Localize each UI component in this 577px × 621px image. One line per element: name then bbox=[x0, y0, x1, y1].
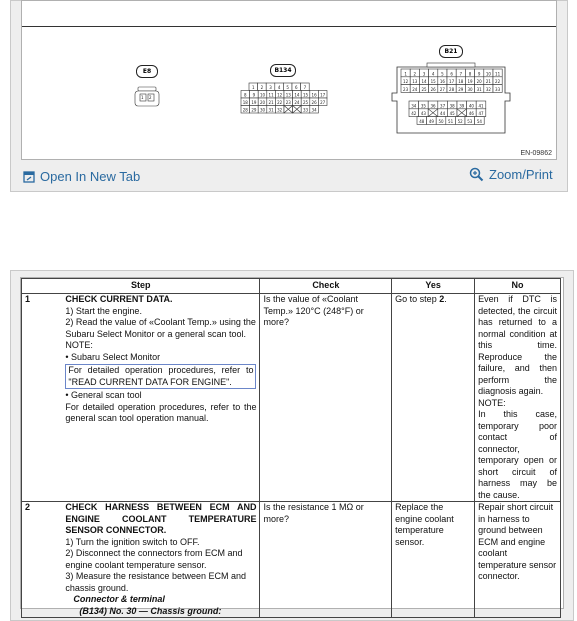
pin-b21-6: 6 bbox=[450, 71, 453, 77]
figure-panel bbox=[10, 0, 568, 192]
step-number: 2 bbox=[22, 502, 63, 618]
step-line: • General scan tool bbox=[65, 390, 142, 400]
step-line: 1) Start the engine. bbox=[65, 305, 142, 316]
check-cell: Is the value of «Coolant Temp.» 120°C (248°F) or more? bbox=[260, 294, 392, 502]
zoom-print-label[interactable]: Zoom/Print bbox=[489, 167, 553, 182]
pin-b134-2: 2 bbox=[260, 85, 264, 90]
pin-b21-36: 36 bbox=[430, 103, 436, 109]
pin-b21-48: 48 bbox=[419, 118, 425, 124]
pin-b134-17: 17 bbox=[320, 92, 326, 98]
pin-b21-50: 50 bbox=[438, 118, 444, 124]
header-yes: Yes bbox=[392, 279, 475, 294]
pin-b134-15: 15 bbox=[302, 92, 309, 98]
pin-e8-1: 1 bbox=[141, 95, 144, 100]
step-line: For detailed operation procedures, refer to the general scan tool operation manual. bbox=[65, 401, 257, 423]
yes-text-end: . bbox=[444, 294, 447, 304]
pin-b134-7: 7 bbox=[303, 85, 307, 90]
figure-code: EN-09862 bbox=[520, 150, 552, 157]
pin-b21-20: 20 bbox=[476, 79, 482, 85]
step-line: 2) Disconnect the connectors from ECM and engine coolant temperature sensor. bbox=[65, 548, 243, 570]
step-title: CHECK CURRENT DATA. bbox=[65, 294, 173, 304]
pin-b21-54: 54 bbox=[476, 118, 482, 124]
pin-b21-33: 33 bbox=[495, 86, 501, 92]
external-tab-icon bbox=[23, 171, 35, 183]
table-row bbox=[22, 502, 561, 618]
pin-b21-8: 8 bbox=[468, 71, 472, 77]
pin-b134-14: 14 bbox=[294, 92, 300, 98]
pin-b21-22: 22 bbox=[495, 79, 501, 85]
pin-b21-1: 1 bbox=[404, 71, 407, 77]
pin-b21-17: 17 bbox=[449, 79, 455, 85]
table-row bbox=[22, 294, 561, 502]
pin-b21-10: 10 bbox=[485, 71, 491, 77]
no-cell: Repair short circuit in harness to ground between ECM and engine coolant temperature sensor connector. bbox=[475, 502, 561, 618]
figure-divider bbox=[22, 26, 556, 27]
pin-b21-51: 51 bbox=[448, 118, 454, 124]
connector-terminal-label: Connector & terminal bbox=[73, 594, 165, 604]
pin-b21-35: 35 bbox=[420, 103, 426, 109]
pin-b21-14: 14 bbox=[421, 79, 427, 85]
zoom-print-link[interactable] bbox=[469, 167, 553, 182]
table-panel bbox=[10, 270, 574, 621]
pin-b21-12: 12 bbox=[403, 79, 409, 85]
pin-b21-3: 3 bbox=[422, 71, 426, 77]
pin-b21-21: 21 bbox=[485, 79, 491, 85]
pin-b21-24: 24 bbox=[412, 86, 418, 92]
pin-b134-32: 32 bbox=[277, 107, 283, 113]
pin-b21-4: 4 bbox=[431, 71, 435, 77]
step-number: 1 bbox=[22, 294, 63, 502]
pin-b134-19: 19 bbox=[251, 100, 257, 105]
pin-b134-20: 20 bbox=[259, 100, 266, 105]
header-step: Step bbox=[22, 279, 260, 294]
diagnostic-table-frame bbox=[20, 277, 564, 616]
header-check: Check bbox=[260, 279, 392, 294]
pin-b21-19: 19 bbox=[467, 79, 473, 85]
connector-figure bbox=[21, 0, 557, 160]
connector-e8-pins bbox=[140, 94, 156, 102]
pin-b134-5: 5 bbox=[286, 85, 289, 90]
pin-b21-47: 47 bbox=[478, 111, 484, 117]
pin-b21-49: 49 bbox=[428, 118, 434, 124]
pin-b21-23: 23 bbox=[403, 86, 409, 92]
pin-b21-27: 27 bbox=[439, 86, 445, 92]
pin-b21-13: 13 bbox=[412, 79, 418, 85]
pin-b134-8: 8 bbox=[244, 92, 247, 98]
pin-b21-40: 40 bbox=[468, 103, 474, 109]
pin-b21-5: 5 bbox=[441, 71, 444, 77]
step-line: • Subaru Select Monitor bbox=[65, 351, 161, 362]
pin-b21-38: 38 bbox=[449, 103, 455, 109]
yes-step-link[interactable]: 2 bbox=[439, 294, 445, 304]
diagnostic-table bbox=[21, 278, 561, 618]
pin-b21-9: 9 bbox=[477, 71, 481, 77]
pin-b134-25: 25 bbox=[302, 100, 309, 105]
pin-b134-21: 21 bbox=[268, 100, 274, 105]
pin-b134-3: 3 bbox=[269, 85, 272, 90]
pin-b134-28: 28 bbox=[242, 107, 248, 113]
step-content bbox=[62, 294, 260, 502]
pin-b134-4: 4 bbox=[277, 85, 281, 90]
no-cell bbox=[475, 294, 561, 502]
pin-b134-18: 18 bbox=[242, 100, 248, 105]
open-new-tab-label[interactable]: Open In New Tab bbox=[40, 169, 141, 184]
step-line: 3) Measure the resistance between ECM and chassis ground. bbox=[65, 571, 246, 593]
pin-b134-1: 1 bbox=[252, 85, 255, 90]
pin-b134-27: 27 bbox=[320, 100, 326, 105]
step-line: NOTE: bbox=[65, 340, 93, 350]
pin-b21-26: 26 bbox=[430, 86, 436, 92]
connector-b134-label: B134 bbox=[270, 64, 296, 77]
pin-b21-28: 28 bbox=[449, 86, 455, 92]
pin-b21-45: 45 bbox=[449, 111, 455, 117]
yes-cell bbox=[392, 294, 475, 502]
yes-text: Go to step bbox=[395, 294, 440, 304]
pin-b21-15: 15 bbox=[430, 79, 436, 85]
connector-b134-diagram bbox=[239, 81, 329, 117]
table-header-row bbox=[22, 279, 561, 294]
pin-b21-29: 29 bbox=[458, 86, 464, 92]
pin-b134-11: 11 bbox=[268, 92, 274, 98]
pin-b134-16: 16 bbox=[311, 92, 317, 98]
pin-b21-16: 16 bbox=[439, 79, 445, 85]
pin-b134-33: 33 bbox=[302, 107, 309, 113]
connector-e8-label: E8 bbox=[136, 65, 158, 78]
pin-b21-18: 18 bbox=[458, 79, 464, 85]
zoom-icon bbox=[469, 167, 484, 182]
pin-b134-31: 31 bbox=[268, 107, 274, 113]
open-new-tab-link[interactable] bbox=[23, 169, 140, 184]
pin-b134-10: 10 bbox=[259, 92, 266, 98]
pin-b21-42: 42 bbox=[411, 111, 417, 117]
step-content bbox=[62, 502, 260, 618]
pin-b21-44: 44 bbox=[440, 111, 446, 117]
connector-b21-label: B21 bbox=[439, 45, 463, 58]
pin-b21-25: 25 bbox=[421, 86, 427, 92]
pin-b21-34: 34 bbox=[411, 103, 417, 109]
pin-b134-30: 30 bbox=[259, 107, 266, 113]
pin-b134-22: 22 bbox=[277, 100, 283, 105]
no-text: Even if DTC is detected, the circuit has returned to a normal condition at this time. Reproduce the failure, and then perform the diagnosis again. bbox=[478, 294, 557, 396]
pin-b134-29: 29 bbox=[251, 107, 257, 113]
pin-b134-13: 13 bbox=[285, 92, 291, 98]
pin-b134-26: 26 bbox=[311, 100, 317, 105]
check-cell: Is the resistance 1 MΩ or more? bbox=[260, 502, 392, 618]
pin-b134-23: 23 bbox=[285, 100, 291, 105]
pin-b134-9: 9 bbox=[252, 92, 256, 98]
pin-b134-34: 34 bbox=[311, 107, 317, 113]
no-note: In this case, temporary poor contact of connector, temporary open or short circuit of harness may be the cause. bbox=[478, 409, 557, 500]
pin-b21-43: 43 bbox=[420, 111, 426, 117]
connector-b21-diagram bbox=[389, 61, 513, 137]
pin-b134-12: 12 bbox=[277, 92, 283, 98]
pin-b21-11: 11 bbox=[495, 71, 501, 77]
b21-latch bbox=[427, 63, 475, 67]
pin-b21-46: 46 bbox=[468, 111, 474, 117]
pin-b21-30: 30 bbox=[467, 86, 473, 92]
pin-b21-7: 7 bbox=[459, 71, 463, 77]
pin-b21-53: 53 bbox=[467, 118, 473, 124]
step-line: 1) Turn the ignition switch to OFF. bbox=[65, 536, 200, 547]
step-line: 2) Read the value of «Coolant Temp.» using the Subaru Select Monitor or a general scan tool. bbox=[65, 317, 256, 339]
pin-b134-24: 24 bbox=[294, 100, 300, 105]
pin-b21-31: 31 bbox=[476, 86, 482, 92]
pin-b21-52: 52 bbox=[457, 118, 463, 124]
pin-e8-2: 2 bbox=[149, 95, 152, 100]
pin-b21-39: 39 bbox=[459, 103, 465, 109]
header-no: No bbox=[475, 279, 561, 294]
step-title: CHECK HARNESS BETWEEN ECM AND ENGINE COOLANT TEMPERATURE SENSOR CONNECTOR. bbox=[65, 502, 257, 535]
pin-b21-2: 2 bbox=[413, 71, 417, 77]
connector-terminal-value: (B134) No. 30 — Chassis ground: bbox=[79, 605, 222, 616]
yes-cell: Replace the engine coolant temperature sensor. bbox=[392, 502, 475, 618]
pin-b21-32: 32 bbox=[485, 86, 491, 92]
pin-b134-6: 6 bbox=[295, 85, 298, 90]
reference-box[interactable]: For detailed operation procedures, refer to "READ CURRENT DATA FOR ENGINE". bbox=[65, 364, 256, 389]
pin-b21-41: 41 bbox=[478, 103, 484, 109]
no-note-label: NOTE: bbox=[478, 397, 506, 408]
pin-b21-37: 37 bbox=[440, 103, 446, 109]
